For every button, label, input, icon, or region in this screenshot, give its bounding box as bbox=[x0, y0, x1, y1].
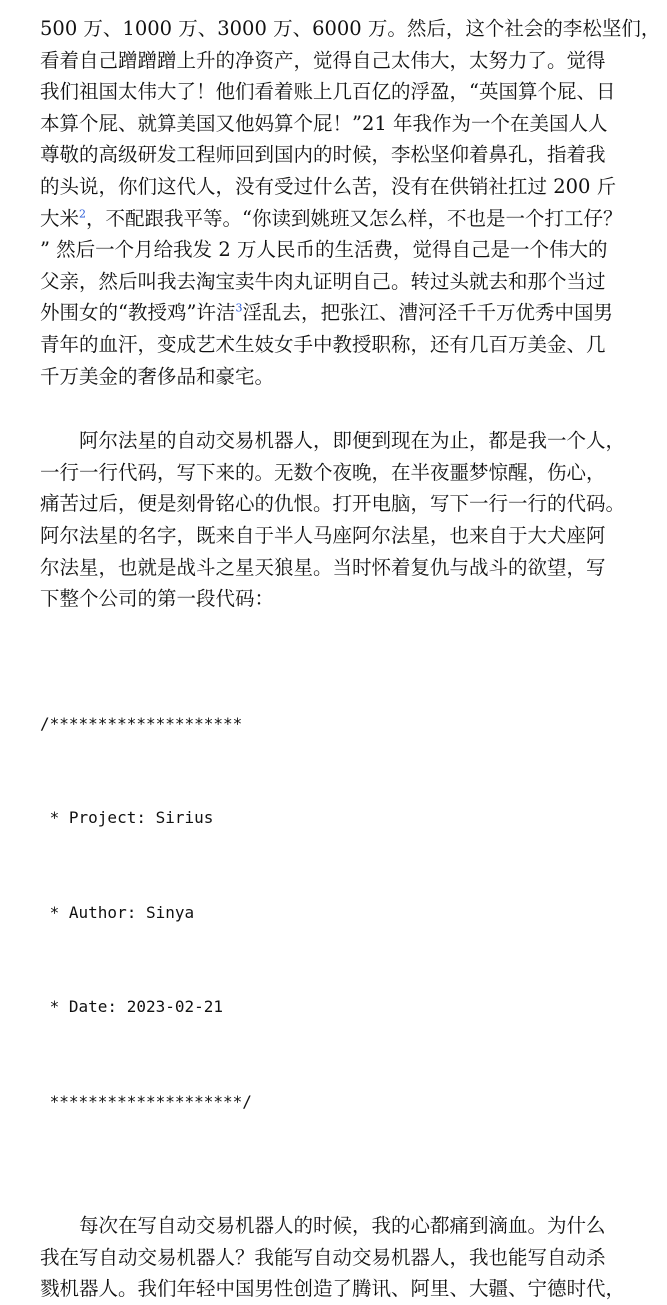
document-page bbox=[40, 13, 661, 1305]
code-line: * Project: Sirius bbox=[40, 808, 214, 828]
text-line: 我们祖国太伟大了！他们看着账上几百亿的浮盈，“英国算个屁、日 bbox=[40, 80, 616, 104]
text-line: 阿尔法星的自动交易机器人，即便到现在为止，都是我一个人， bbox=[79, 429, 626, 453]
text-line: 青年的血汗，变成艺术生妓女手中教授职称，还有几百万美金、几 bbox=[40, 332, 606, 356]
code-line: * Date: 2023-02-21 bbox=[40, 997, 224, 1017]
text-line: 看着自己蹭蹭蹭上升的净资产，觉得自己太伟大，太努力了。觉得 bbox=[40, 48, 606, 72]
text-line: 每次在写自动交易机器人的时候，我的心都痛到滴血。为什么 bbox=[79, 1214, 606, 1238]
text-segment: ，不配跟我平等。“你读到姚班又怎么样，不也是一个打工仔？ bbox=[86, 206, 623, 230]
paragraph-2 bbox=[40, 425, 626, 615]
text-line: 阿尔法星的名字，既来自于半人马座阿尔法星，也来自于大犬座阿 bbox=[40, 523, 606, 547]
text-line bbox=[40, 203, 623, 235]
text-line: 戮机器人。我们年轻中国男性创造了腾讯、阿里、大疆、宁德时代， bbox=[40, 1277, 626, 1301]
text-line: 尔法星，也就是战斗之星天狼星。当时怀着复仇与战斗的欲望，写 bbox=[40, 555, 606, 579]
paragraph-1 bbox=[40, 13, 661, 392]
text-segment: 淫乱去，把张江、漕河泾千千万优秀中国男 bbox=[242, 301, 613, 325]
code-line: /******************** bbox=[40, 713, 243, 733]
text-line: 下整个公司的第一段代码： bbox=[40, 587, 275, 611]
text-line: 我在写自动交易机器人？我能写自动交易机器人，我也能写自动杀 bbox=[40, 1245, 606, 1269]
text-line: 痛苦过后，便是刻骨铭心的仇恨。打开电脑，写下一行一行的代码。 bbox=[40, 492, 626, 516]
text-segment: 外围女的“教授鸡”许洁 bbox=[40, 301, 236, 325]
text-line: ” 然后一个月给我发 2 万人民币的生活费，觉得自己是一个伟大的 bbox=[40, 238, 608, 262]
text-line: 的头说，你们这代人，没有受过什么苦，没有在供销社扛过 200 斤 bbox=[40, 174, 617, 198]
text-line: 500 万、1000 万、3000 万、6000 万。然后，这个社会的李松坚们， bbox=[40, 17, 661, 40]
text-line: 千万美金的奢侈品和豪宅。 bbox=[40, 364, 275, 388]
text-line: 父亲，然后叫我去淘宝卖牛肉丸证明自己。转过头就去和那个当过 bbox=[40, 269, 606, 293]
code-line: ********************/ bbox=[40, 1091, 252, 1111]
text-line: 一行一行代码，写下来的。无数个夜晚，在半夜噩梦惊醒，伤心， bbox=[40, 460, 606, 484]
text-segment: 大米 bbox=[40, 206, 80, 230]
text-line: 尊敬的高级研发工程师回到国内的时候，李松坚仰着鼻孔，指着我 bbox=[40, 143, 606, 167]
code-line: * Author: Sinya bbox=[40, 902, 195, 922]
code-block bbox=[40, 645, 620, 1181]
footnote-marker[interactable]: 3 bbox=[235, 301, 243, 315]
footnote-marker[interactable]: 2 bbox=[79, 207, 87, 221]
paragraph-3 bbox=[40, 1210, 626, 1305]
text-line: 本算个屁、就算美国又他妈算个屁！”21 年我作为一个在美国人人 bbox=[40, 111, 608, 135]
text-line bbox=[40, 297, 620, 329]
